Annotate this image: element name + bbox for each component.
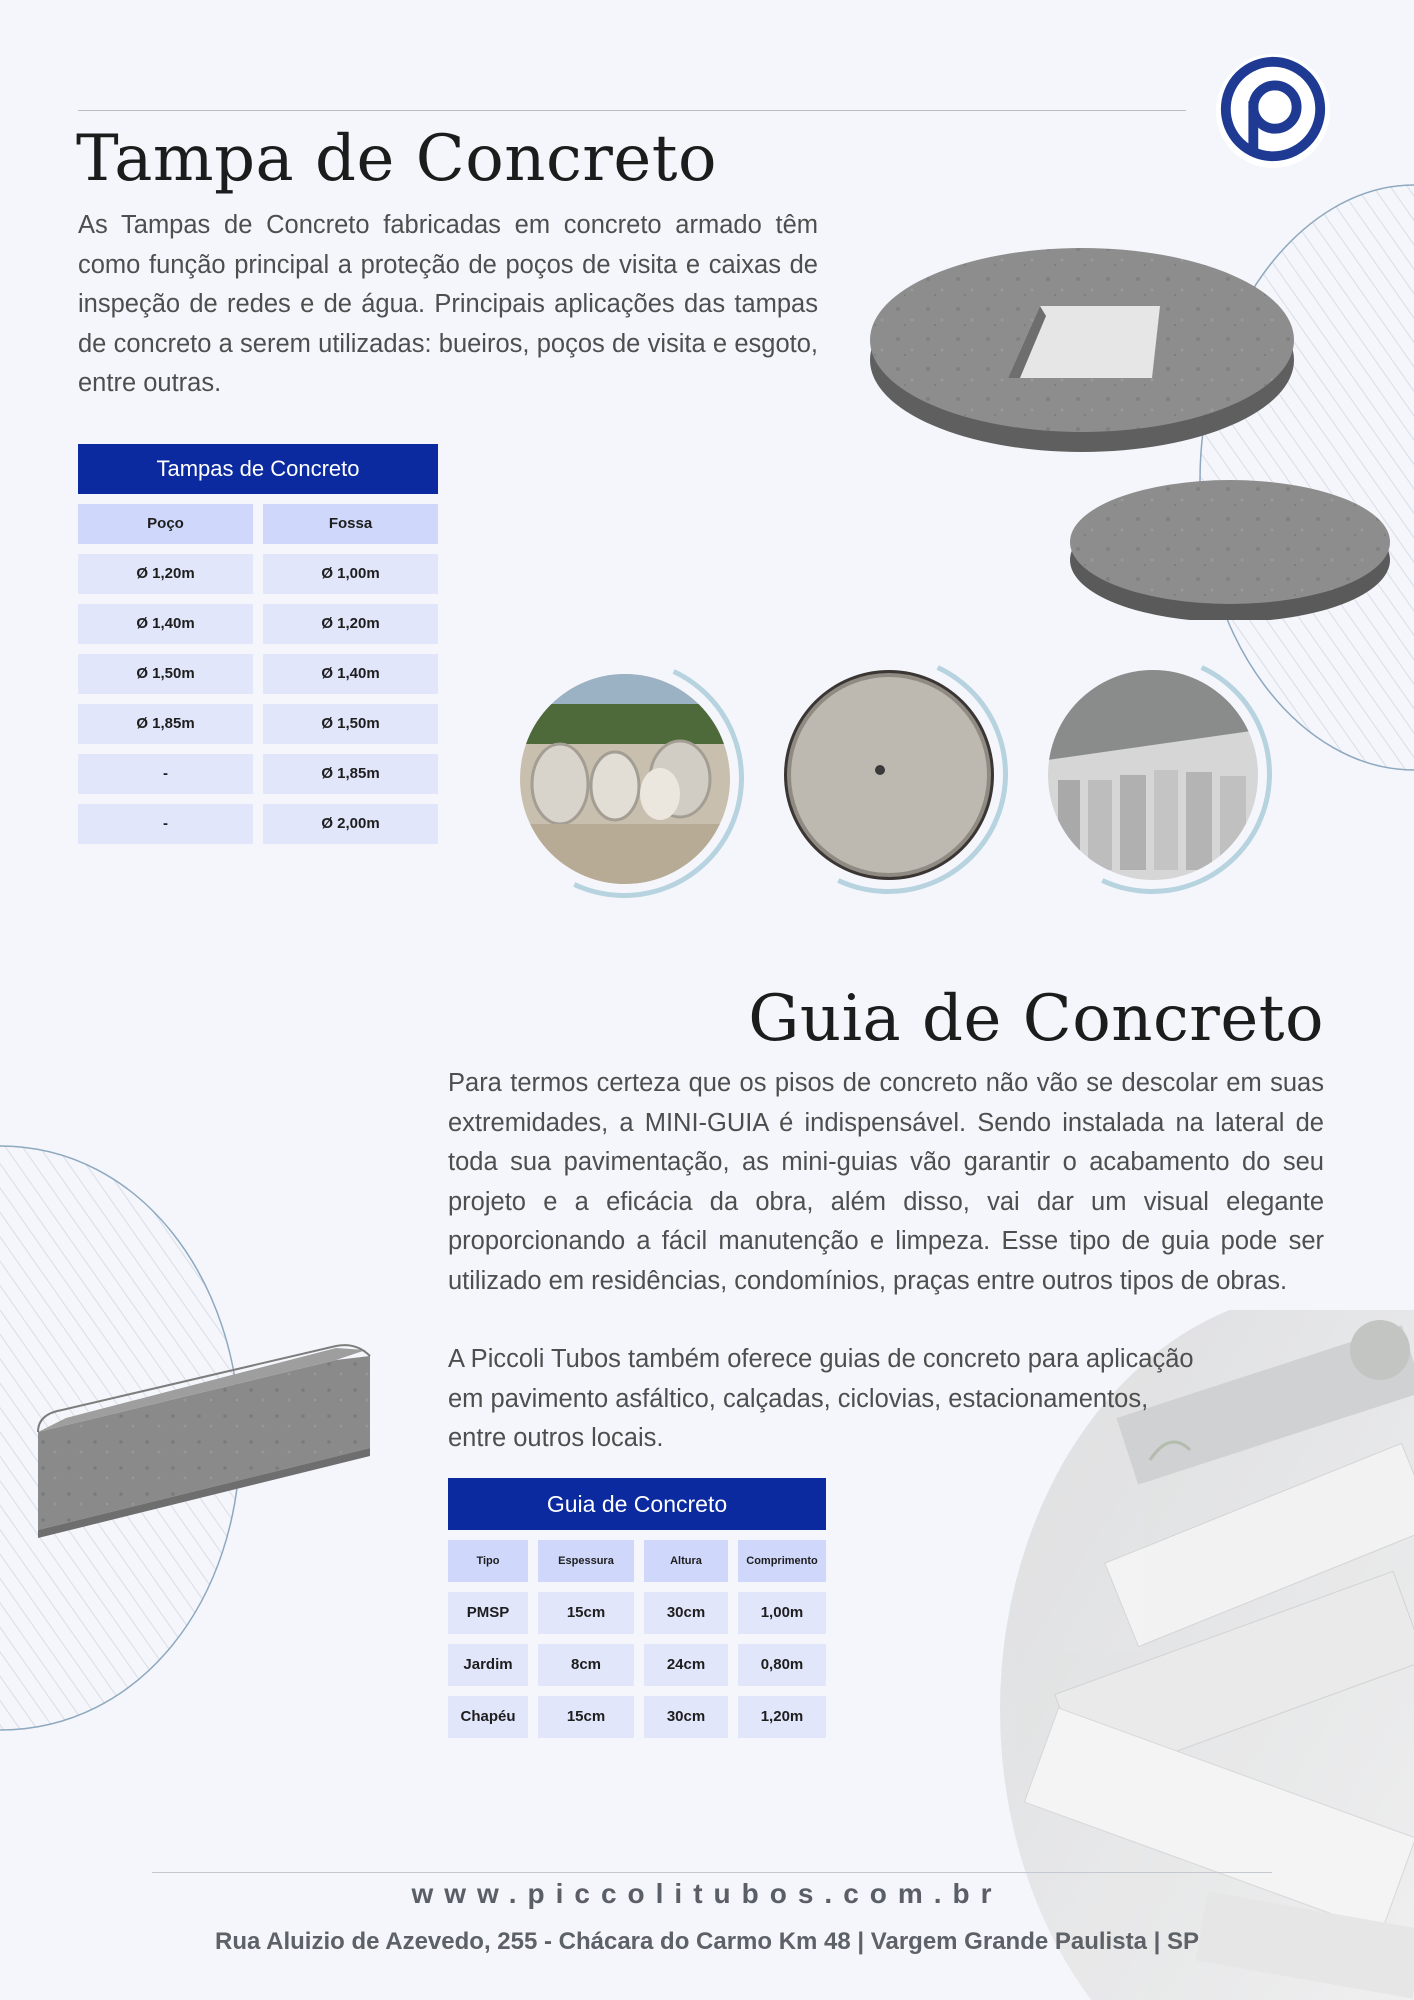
table-cell: Chapéu — [448, 1696, 528, 1738]
tampas-table — [78, 444, 438, 844]
guia-info-line: A Piccoli Tubos também oferece guias de concreto para aplicação — [448, 1345, 1194, 1373]
table-cell: 15cm — [538, 1592, 634, 1634]
table-cell: Ø 1,85m — [78, 704, 253, 744]
concrete-lids-illustration — [860, 240, 1400, 620]
company-address: Rua Aluizio de Azevedo, 255 - Chácara do Carmo Km 48 | Vargem Grande Paulista | SP — [215, 1928, 1199, 1955]
lids-yard-photo — [520, 674, 730, 884]
table-row — [78, 804, 438, 844]
table-row — [448, 1592, 826, 1634]
table-cell: Ø 1,50m — [78, 654, 253, 694]
website-link[interactable]: www.piccolitubos.com.br — [411, 1878, 1003, 1909]
table-row — [78, 604, 438, 644]
guia-description: Para termos certeza que os pisos de concreto não vão se descolar em suas extremidades, a MINI-GUIA é indispensável. Sendo instalada na lateral de toda sua pavimentação, as mini-guias vão garantir o acabamento do seu projeto e a eficácia da obra, além disso, vai dar um visual elegante proporcionando a fácil manutenção e limpeza. Esse tipo de guia pode ser utilizado em residências, condomínios, praças entre outros tipos de obras. — [448, 1069, 1324, 1295]
page-title-tampa: Tampa de Concreto — [76, 122, 717, 196]
table-cell: - — [78, 804, 253, 844]
header-divider — [78, 110, 1186, 111]
tampa-description: As Tampas de Concreto fabricadas em concreto armado têm como função principal a proteção de poços de visita e caixas de inspeção de redes e de água. Principais aplicações das tampas de concreto a serem utilizadas: bueiros, poços de visita e esgoto, entre outras. — [78, 211, 818, 397]
guia-table-header-row — [448, 1540, 826, 1582]
column-header-poco: Poço — [78, 504, 253, 544]
table-cell: 30cm — [644, 1592, 728, 1634]
column-header-fossa: Fossa — [263, 504, 438, 544]
table-cell: Ø 1,40m — [263, 654, 438, 694]
column-header-altura: Altura — [644, 1540, 728, 1582]
table-cell: 24cm — [644, 1644, 728, 1686]
table-cell: 15cm — [538, 1696, 634, 1738]
column-header-comprimento: Comprimento — [738, 1540, 826, 1582]
concrete-curb-illustration — [36, 1330, 376, 1540]
table-cell: 8cm — [538, 1644, 634, 1686]
table-cell: Ø 1,85m — [263, 754, 438, 794]
table-cell: 0,80m — [738, 1644, 826, 1686]
guia-info-line: entre outros locais. — [448, 1424, 664, 1452]
single-lid-photo — [784, 670, 994, 880]
pipes-warehouse-photo — [1048, 670, 1258, 880]
table-row — [448, 1696, 826, 1738]
piccoli-logo-icon — [1214, 52, 1332, 170]
table-row — [78, 654, 438, 694]
table-cell: Jardim — [448, 1644, 528, 1686]
guia-info-line: em pavimento asfáltico, calçadas, ciclovias, estacionamentos, — [448, 1384, 1149, 1413]
table-row — [78, 554, 438, 594]
column-header-tipo: Tipo — [448, 1540, 528, 1582]
table-row — [78, 704, 438, 744]
table-cell: Ø 1,00m — [263, 554, 438, 594]
table-cell: Ø 1,50m — [263, 704, 438, 744]
guia-table — [448, 1478, 826, 1738]
table-cell: Ø 1,40m — [78, 604, 253, 644]
table-row — [78, 754, 438, 794]
table-cell: 30cm — [644, 1696, 728, 1738]
tampas-table-header-row — [78, 504, 438, 544]
table-cell: Ø 2,00m — [263, 804, 438, 844]
table-cell: - — [78, 754, 253, 794]
column-header-espessura: Espessura — [538, 1540, 634, 1582]
table-cell: 1,20m — [738, 1696, 826, 1738]
guia-table-title: Guia de Concreto — [448, 1478, 826, 1530]
tampas-table-title: Tampas de Concreto — [78, 444, 438, 494]
table-row — [448, 1644, 826, 1686]
guia-additional-info — [448, 1340, 1308, 1459]
footer-divider — [152, 1872, 1272, 1873]
page-title-guia: Guia de Concreto — [748, 982, 1324, 1056]
table-cell: Ø 1,20m — [78, 554, 253, 594]
table-cell: 1,00m — [738, 1592, 826, 1634]
table-cell: PMSP — [448, 1592, 528, 1634]
table-cell: Ø 1,20m — [263, 604, 438, 644]
